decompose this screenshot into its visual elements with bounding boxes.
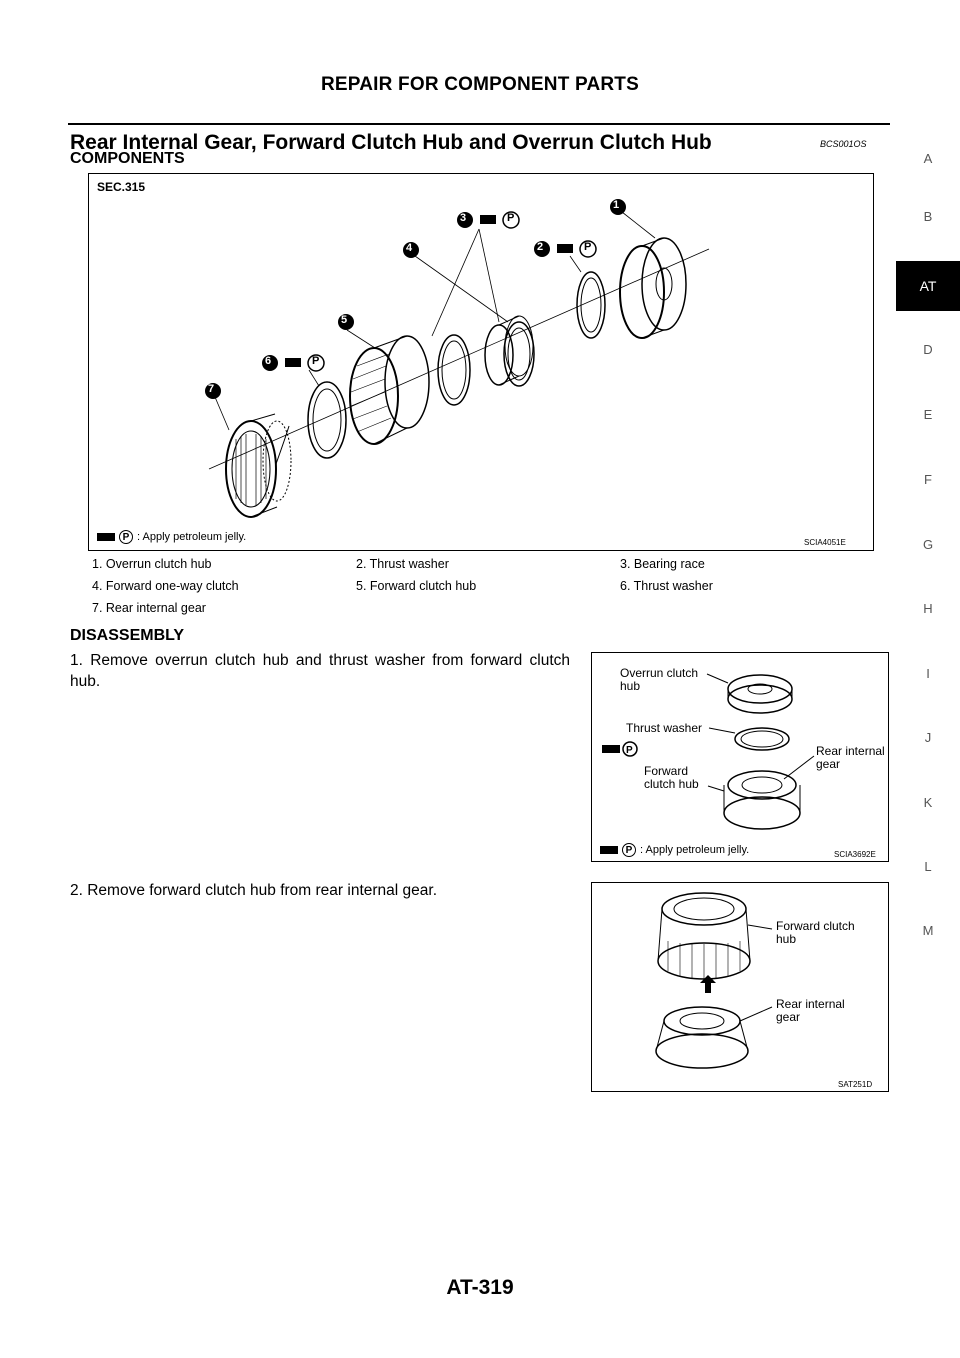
side-tab-b[interactable]: B — [923, 209, 933, 224]
side-tab-e[interactable]: E — [923, 407, 933, 422]
callout-4-number: 4 — [406, 242, 413, 254]
label-thrust-washer: Thrust washer — [626, 721, 703, 735]
label-overrun-clutch-hub: Overrun clutch hub — [620, 666, 699, 693]
side-tab-l[interactable]: L — [924, 859, 932, 874]
petroleum-p-2: P — [584, 241, 592, 253]
part-4: 4. Forward one-way clutch — [92, 579, 239, 593]
figure-code: SCIA4051E — [804, 538, 846, 547]
forward-hub-drawing — [592, 883, 888, 1091]
petroleum-p-icon: P — [119, 530, 133, 544]
side-tab-d[interactable]: D — [923, 342, 933, 357]
petroleum-p-mark: P — [626, 745, 633, 756]
callout-6-number: 6 — [265, 355, 272, 367]
petroleum-legend — [97, 530, 246, 544]
side-tab-j[interactable]: J — [924, 730, 932, 745]
side-tab-h[interactable]: H — [923, 601, 933, 616]
part-1: 1. Overrun clutch hub — [92, 557, 212, 571]
disassembly-step-1: 1. Remove overrun clutch hub and thrust washer from forward clutch hub. — [70, 652, 570, 690]
side-tab-g[interactable]: G — [922, 537, 934, 552]
legend-text: : Apply petroleum jelly. — [640, 844, 750, 856]
callout-1-number: 1 — [613, 199, 620, 211]
part-6: 6. Thrust washer — [620, 579, 713, 593]
callout-5-number: 5 — [341, 314, 348, 326]
petroleum-p-icon: P — [622, 843, 636, 857]
petroleum-p-3: P — [507, 212, 515, 224]
header-divider — [68, 123, 890, 125]
components-figure — [88, 173, 874, 551]
thrust-washer-6-shape — [308, 382, 346, 458]
side-tab-i[interactable]: I — [926, 666, 930, 681]
petroleum-jelly-icon — [600, 846, 618, 854]
page-number: AT-319 — [446, 1276, 514, 1299]
part-5: 5. Forward clutch hub — [356, 579, 477, 593]
figure-code: SCIA3692E — [834, 850, 876, 859]
page-header-title: REPAIR FOR COMPONENT PARTS — [320, 74, 639, 95]
part-2: 2. Thrust washer — [356, 557, 449, 571]
components-heading: COMPONENTS — [70, 150, 185, 167]
label-rear-internal-gear: Rear internal gear — [816, 744, 885, 771]
disassembly-heading: DISASSEMBLY — [70, 627, 185, 644]
section-title: Rear Internal Gear, Forward Clutch Hub and Overrun Clutch Hub — [70, 131, 712, 154]
part-3: 3. Bearing race — [620, 557, 705, 571]
legend-text: : Apply petroleum jelly. — [137, 531, 247, 543]
petroleum-p-6: P — [312, 355, 320, 367]
sec-label: SEC.315 — [97, 180, 146, 194]
rear-internal-gear-shape — [226, 421, 276, 517]
callout-3-number: 3 — [460, 212, 467, 224]
label-forward-clutch-hub: Forward clutch hub — [644, 764, 699, 791]
section-code: BCS001OS — [820, 139, 867, 149]
side-tab-k[interactable]: K — [923, 795, 933, 810]
side-tab-f[interactable]: F — [924, 472, 932, 487]
side-tab-a[interactable]: A — [923, 151, 933, 166]
figure-code: SAT251D — [838, 1080, 873, 1089]
disassembly-figure-1 — [591, 652, 889, 862]
side-tab-at[interactable]: AT — [896, 261, 960, 311]
callout-7-number: 7 — [208, 383, 215, 395]
disassembly-step-2: 2. Remove forward clutch hub from rear internal gear. — [70, 882, 438, 899]
label-forward-clutch-hub: Forward clutch hub — [776, 919, 855, 946]
exploded-view-drawing — [89, 174, 873, 550]
callout-2-number: 2 — [537, 241, 544, 253]
petroleum-legend-2 — [600, 843, 749, 857]
label-rear-internal-gear: Rear internal gear — [776, 997, 845, 1024]
side-tab-m[interactable]: M — [922, 923, 934, 938]
disassembly-figure-2 — [591, 882, 889, 1092]
part-7: 7. Rear internal gear — [92, 601, 206, 615]
bearing-race-shape — [438, 335, 470, 405]
petroleum-jelly-icon — [97, 533, 115, 541]
